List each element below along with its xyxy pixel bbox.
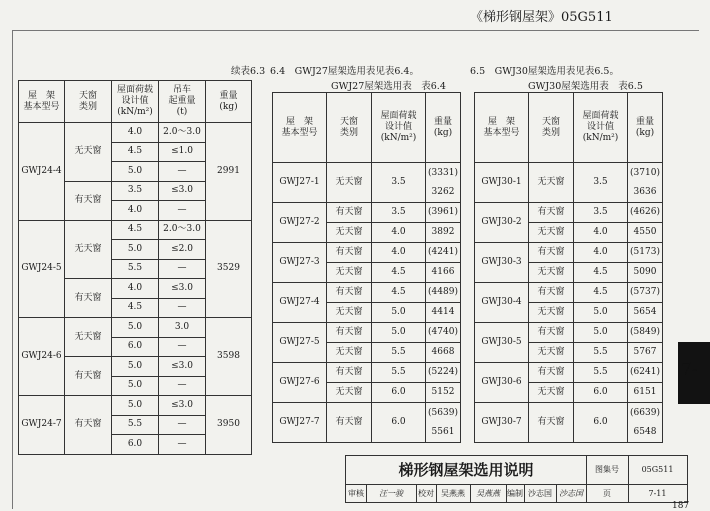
t64-weight-value: 4166 <box>431 267 455 277</box>
chapter-tab-label: 7- <box>681 360 698 380</box>
t64-window: 无天窗 <box>327 223 372 243</box>
t64-weight <box>426 223 461 243</box>
t65-weight <box>628 203 663 223</box>
t64-weight-value: 3262 <box>431 186 455 197</box>
t65-load: 5.5 <box>574 343 628 363</box>
t64-window: 无天窗 <box>327 303 372 323</box>
table-6-3-load: 6.0 <box>112 337 159 357</box>
t65-window: 有天窗 <box>529 243 574 263</box>
t65-header: 屋 架 基本型号 <box>475 93 529 163</box>
t64-load: 3.5 <box>372 163 426 203</box>
t64-load: 4.5 <box>372 263 426 283</box>
t65-model: GWJ30-5 <box>475 323 529 363</box>
t64-load: 5.0 <box>372 323 426 343</box>
table-6-3-window: 有天窗 <box>65 357 112 396</box>
t64-weight <box>426 383 461 403</box>
t64-model: GWJ27-2 <box>273 203 327 243</box>
t64-model: GWJ27-4 <box>273 283 327 323</box>
t65-weight <box>628 323 663 343</box>
t64-weight-value: 3892 <box>431 227 455 237</box>
t64-weight-value: 4414 <box>431 307 455 317</box>
t64-window: 有天窗 <box>327 283 372 303</box>
table-6-3-model: GWJ24-5 <box>19 220 65 318</box>
t65-weight-value: (6241) <box>630 367 660 377</box>
t64-weight-value: (5224) <box>428 367 458 377</box>
t64-weight <box>426 323 461 343</box>
t65-window: 有天窗 <box>529 403 574 443</box>
t64-model: GWJ27-3 <box>273 243 327 283</box>
table-6-3-grid <box>18 80 252 455</box>
t64-model: GWJ27-5 <box>273 323 327 363</box>
t64-window: 无天窗 <box>327 263 372 283</box>
table-6-3-window: 无天窗 <box>65 318 112 357</box>
table-6-3-crane: — <box>159 162 206 182</box>
table-6-3-load: 4.0 <box>112 201 159 221</box>
page-number: 187 <box>672 501 690 511</box>
table-6-3-weight: 3950 <box>206 396 252 455</box>
t64-weight-value: (4489) <box>428 287 458 297</box>
table-6-3-window: 有天窗 <box>65 279 112 318</box>
t64-weight <box>426 243 461 263</box>
table-6-3-crane: — <box>159 201 206 221</box>
table-6-3-header: 天窗 类别 <box>65 81 112 123</box>
page-no: 7-11 <box>648 489 667 498</box>
t65-grid <box>474 92 663 443</box>
table-6-3-load: 4.0 <box>112 279 159 299</box>
table-6-3-load: 4.5 <box>112 298 159 318</box>
t65-header: 重量 (kg) <box>628 93 663 163</box>
t65-weight-value: (5173) <box>630 247 660 257</box>
table-6-3-weight: 3598 <box>206 318 252 396</box>
t65-load: 5.5 <box>574 363 628 383</box>
t64-weight-value: 5561 <box>431 426 455 437</box>
t65-weight <box>628 403 663 443</box>
t64-window: 有天窗 <box>327 403 372 443</box>
table-6-3-load: 5.0 <box>112 162 159 182</box>
table-6-3-crane: ≤2.0 <box>159 240 206 260</box>
t64-load: 3.5 <box>372 203 426 223</box>
t65-model: GWJ30-3 <box>475 243 529 283</box>
t65-window: 无天窗 <box>529 163 574 203</box>
editor-label: 编制 <box>506 485 525 502</box>
table-6-3-crane: — <box>159 259 206 279</box>
table-6-3-model: GWJ24-4 <box>19 123 65 221</box>
t64-window: 有天窗 <box>327 323 372 343</box>
t65-model: GWJ30-7 <box>475 403 529 443</box>
atlas-no-label: 图集号 <box>586 456 629 485</box>
t64-window: 无天窗 <box>327 383 372 403</box>
table-6-3-header: 吊车 起重量 (t) <box>159 81 206 123</box>
t65-weight-value: 5090 <box>633 267 657 277</box>
t64-load: 4.5 <box>372 283 426 303</box>
t64-header: 屋 架 基本型号 <box>273 93 327 163</box>
t64-load: 6.0 <box>372 383 426 403</box>
table-6-3-load: 5.0 <box>112 396 159 416</box>
t64-load: 4.0 <box>372 243 426 263</box>
table-6-3-crane: 3.0 <box>159 318 206 338</box>
table-6-3-weight: 3529 <box>206 220 252 318</box>
t64-weight-value: (4241) <box>428 247 458 257</box>
table-6-3-crane: — <box>159 376 206 396</box>
table-6-3-weight: 2991 <box>206 123 252 221</box>
t64-weight <box>426 303 461 323</box>
table-6-3-crane: 2.0～3.0 <box>159 220 206 240</box>
t64-weight <box>426 343 461 363</box>
table-6-3-crane: — <box>159 415 206 435</box>
t64-weight-value: (3331) <box>428 167 458 178</box>
table-6-3-caption: 续表6.3 <box>231 66 266 77</box>
checker-signature: 吴燕燕 <box>470 485 507 502</box>
t65-weight-value: 5654 <box>633 307 657 317</box>
t64-weight-value: (3961) <box>428 207 458 217</box>
t64-weight-value: (4740) <box>428 327 458 337</box>
t65-header: 屋面荷载 设计值 (kN/m²) <box>574 93 628 163</box>
table-6-3-load: 6.0 <box>112 435 159 455</box>
table-6-3-crane: — <box>159 298 206 318</box>
table-6-3-load: 5.0 <box>112 376 159 396</box>
t65-window: 无天窗 <box>529 223 574 243</box>
table-6-3-header: 屋面荷载 设计值 (kN/m²) <box>112 81 159 123</box>
table-6-3-load: 4.0 <box>112 123 159 143</box>
t65-weight-value: 4550 <box>633 227 657 237</box>
table-6-3-crane: ≤3.0 <box>159 396 206 416</box>
t65-weight-value: (5737) <box>630 287 660 297</box>
t65-weight <box>628 243 663 263</box>
t65-weight <box>628 303 663 323</box>
t65-weight <box>628 363 663 383</box>
designer-signature: 沙志国 <box>556 485 587 502</box>
section-6-4: 6.4 GWJ27屋架选用表见表6.4。 <box>270 66 419 77</box>
reviewer-signature: 汪一骏 <box>366 485 417 502</box>
t65-window: 有天窗 <box>529 323 574 343</box>
table-6-3-load: 5.5 <box>112 259 159 279</box>
t65-window: 无天窗 <box>529 383 574 403</box>
t65-window: 无天窗 <box>529 263 574 283</box>
t65-weight-value: (6639) <box>630 407 660 418</box>
t65-load: 3.5 <box>574 203 628 223</box>
t64-window: 有天窗 <box>327 203 372 223</box>
drawing-title: 梯形钢屋架选用说明 <box>346 456 587 485</box>
table-6-3-window: 无天窗 <box>65 220 112 279</box>
table-6-3-crane: — <box>159 435 206 455</box>
t64-weight-value: (5639) <box>428 407 458 418</box>
table-6-3-load: 5.0 <box>112 318 159 338</box>
t65-load: 4.5 <box>574 283 628 303</box>
t65-weight-value: (4626) <box>630 207 660 217</box>
t64-grid <box>272 92 461 443</box>
atlas-title: 《梯形钢屋架》05G511 <box>470 10 613 25</box>
t65-model: GWJ30-6 <box>475 363 529 403</box>
t65-header: 天窗 类别 <box>529 93 574 163</box>
t65-weight-value: 6151 <box>633 387 657 397</box>
editor-name: 沙志国 <box>524 485 557 502</box>
t64-model: GWJ27-1 <box>273 163 327 203</box>
t65-window: 无天窗 <box>529 343 574 363</box>
t65-load: 4.5 <box>574 263 628 283</box>
table-6-3-window: 无天窗 <box>65 123 112 182</box>
t65-weight-value: (5849) <box>630 327 660 337</box>
t65-load: 6.0 <box>574 383 628 403</box>
checker-name: 吴燕燕 <box>436 485 471 502</box>
t65-load: 3.5 <box>574 163 628 203</box>
t65-window: 有天窗 <box>529 283 574 303</box>
t64-load: 5.5 <box>372 363 426 383</box>
title-block <box>345 455 688 503</box>
atlas-no: 05G511 <box>628 456 687 485</box>
section-6-5: 6.5 GWJ30屋架选用表见表6.5。 <box>470 66 619 77</box>
t65-load: 6.0 <box>574 403 628 443</box>
t64-load: 6.0 <box>372 403 426 443</box>
table-6-3-load: 5.0 <box>112 240 159 260</box>
t64-header: 天窗 类别 <box>327 93 372 163</box>
table-6-3-crane: ≤3.0 <box>159 181 206 201</box>
table-6-3-crane: ≤1.0 <box>159 142 206 162</box>
table-6-3-header: 屋 架 基本型号 <box>19 81 65 123</box>
t65-load: 4.0 <box>574 243 628 263</box>
t65-model: GWJ30-1 <box>475 163 529 203</box>
t64-weight <box>426 403 461 443</box>
t65-load: 4.0 <box>574 223 628 243</box>
t65-load: 5.0 <box>574 303 628 323</box>
reviewer-label: 审核 <box>346 485 367 502</box>
t65-window: 有天窗 <box>529 363 574 383</box>
t64-window: 有天窗 <box>327 363 372 383</box>
t64-weight <box>426 283 461 303</box>
t65-weight-value: 6548 <box>633 426 657 437</box>
table-6-3-window: 有天窗 <box>65 396 112 455</box>
t65-weight <box>628 383 663 403</box>
table-6-3-window: 有天窗 <box>65 181 112 220</box>
t65-weight <box>628 343 663 363</box>
t64-window: 有天窗 <box>327 243 372 263</box>
t65-weight-value: 5767 <box>633 347 657 357</box>
t65-model: GWJ30-2 <box>475 203 529 243</box>
t64-weight <box>426 263 461 283</box>
table-6-3-load: 4.5 <box>112 220 159 240</box>
t64-load: 5.0 <box>372 303 426 323</box>
t65-weight-value: (3710) <box>630 167 660 178</box>
t64-header: 重量 (kg) <box>426 93 461 163</box>
t65-model: GWJ30-4 <box>475 283 529 323</box>
t65-window: 无天窗 <box>529 303 574 323</box>
table-6-3-header: 重量 (kg) <box>206 81 252 123</box>
t64-weight-value: 4668 <box>431 347 455 357</box>
t65-weight <box>628 283 663 303</box>
t65-weight <box>628 263 663 283</box>
table-6-5-caption: GWJ30屋架选用表 表6.5 <box>528 81 643 92</box>
t64-weight-value: 5152 <box>431 387 455 397</box>
table-6-3-load: 4.5 <box>112 142 159 162</box>
t64-load: 5.5 <box>372 343 426 363</box>
table-6-3-model: GWJ24-6 <box>19 318 65 396</box>
t65-window: 有天窗 <box>529 203 574 223</box>
table-6-3-load: 3.5 <box>112 181 159 201</box>
table-6-4-caption: GWJ27屋架选用表 表6.4 <box>331 81 446 92</box>
table-6-3-model: GWJ24-7 <box>19 396 65 455</box>
t65-weight <box>628 223 663 243</box>
table-6-3-crane: — <box>159 337 206 357</box>
t64-window: 无天窗 <box>327 163 372 203</box>
t65-weight <box>628 163 663 203</box>
t64-weight <box>426 203 461 223</box>
table-6-3-crane: ≤3.0 <box>159 357 206 377</box>
table-6-3-load: 5.5 <box>112 415 159 435</box>
t64-window: 无天窗 <box>327 343 372 363</box>
t65-load: 5.0 <box>574 323 628 343</box>
table-6-3-load: 5.0 <box>112 357 159 377</box>
t64-header: 屋面荷载 设计值 (kN/m²) <box>372 93 426 163</box>
table-6-3-crane: ≤3.0 <box>159 279 206 299</box>
table-6-3-crane: 2.0～3.0 <box>159 123 206 143</box>
t64-weight <box>426 163 461 203</box>
t64-model: GWJ27-7 <box>273 403 327 443</box>
page-label: 页 <box>586 485 629 502</box>
t64-model: GWJ27-6 <box>273 363 327 403</box>
t64-weight <box>426 363 461 383</box>
t65-weight-value: 3636 <box>633 186 657 197</box>
checker-label: 校对 <box>416 485 437 502</box>
t64-load: 4.0 <box>372 223 426 243</box>
